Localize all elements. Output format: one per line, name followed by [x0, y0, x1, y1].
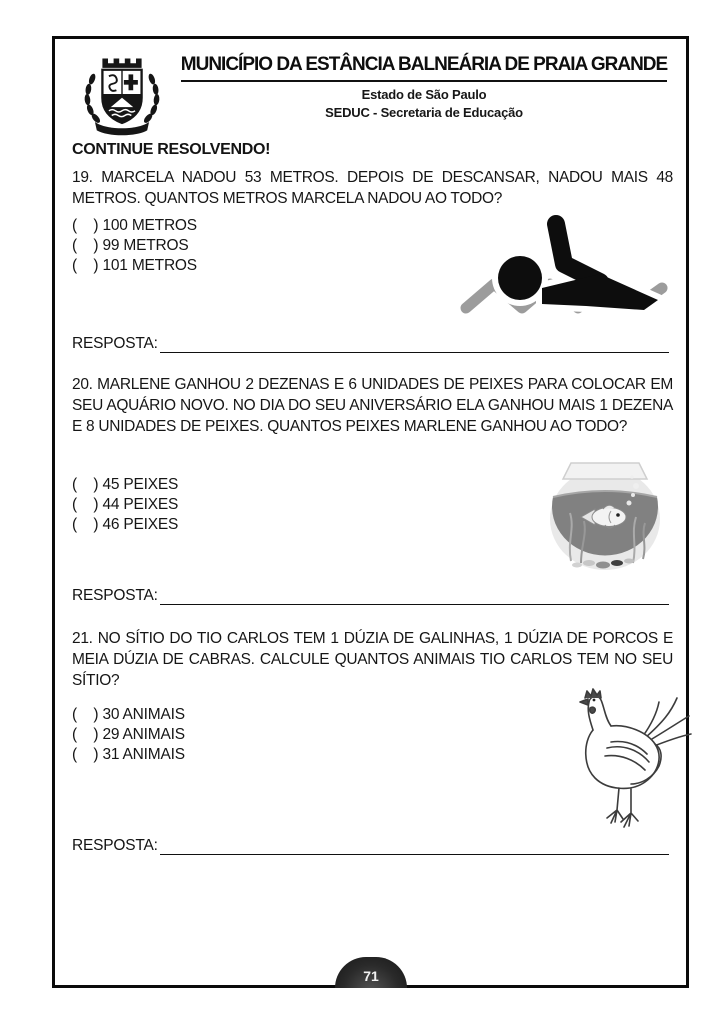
answer-row-19 [72, 334, 669, 353]
hen-icon [567, 686, 693, 836]
state-subtitle: Estado de São Paulo [361, 87, 487, 102]
question-21-text: 21. NO SÍTIO DO TIO CARLOS TEM 1 DÚZIA DE GALINHAS, 1 DÚZIA DE PORCOS E MEIA DÚZIA DE CABRAS. CALCULE QUANTOS ANIMAIS TIO CARLOS TEM NO SEU SÍTIO? [72, 630, 673, 689]
question-19-text: 19. MARCELA NADOU 53 METROS. DEPOIS DE DESCANSAR, NADOU MAIS 48 METROS. QUANTOS METROS MARCELA NADOU AO TODO? [72, 169, 673, 207]
municipal-coat-of-arms-icon [80, 50, 164, 138]
option-31-animais: ( ) 31 ANIMAIS [72, 746, 185, 763]
answer-blank-line [160, 335, 669, 353]
option-44-peixes: ( ) 44 PEIXES [72, 496, 179, 513]
option-101-metros: ( ) 101 METROS [72, 257, 197, 274]
swimmer-icon [458, 212, 670, 334]
answer-blank-line [160, 587, 669, 605]
option-100-metros: ( ) 100 METROS [72, 217, 197, 234]
answer-label: RESPOSTA: [72, 587, 158, 604]
option-99-metros: ( ) 99 METROS [72, 237, 189, 254]
worksheet-intro: CONTINUE RESOLVENDO! [72, 141, 271, 158]
question-20-text: 20. MARLENE GANHOU 2 DEZENAS E 6 UNIDADES DE PEIXES PARA COLOCAR EM SEU AQUÁRIO NOVO. NO DIA DO SEU ANIVERSÁRIO ELA GANHOU MAIS 1 DEZENA E 8 UNIDADES DE PEIXES. QUANTOS PEIXES MARLENE GANHOU AO TODO? [72, 376, 673, 435]
option-29-animais: ( ) 29 ANIMAIS [72, 726, 185, 743]
answer-row-20 [72, 586, 669, 605]
answer-label: RESPOSTA: [72, 335, 158, 352]
question-20-options [72, 475, 178, 535]
answer-blank-line [160, 837, 669, 855]
page-number: 71 [363, 967, 379, 984]
header [166, 54, 682, 120]
page-title: MUNICÍPIO DA ESTÂNCIA BALNEÁRIA DE PRAIA GRANDE [181, 54, 667, 82]
fishbowl-icon [537, 455, 673, 573]
question-21-options [72, 705, 185, 765]
option-30-animais: ( ) 30 ANIMAIS [72, 706, 185, 723]
option-46-peixes: ( ) 46 PEIXES [72, 516, 179, 533]
answer-label: RESPOSTA: [72, 837, 158, 854]
option-45-peixes: ( ) 45 PEIXES [72, 476, 179, 493]
department-subtitle: SEDUC - Secretaria de Educação [325, 105, 523, 120]
question-19-options [72, 216, 197, 276]
answer-row-21 [72, 836, 669, 855]
